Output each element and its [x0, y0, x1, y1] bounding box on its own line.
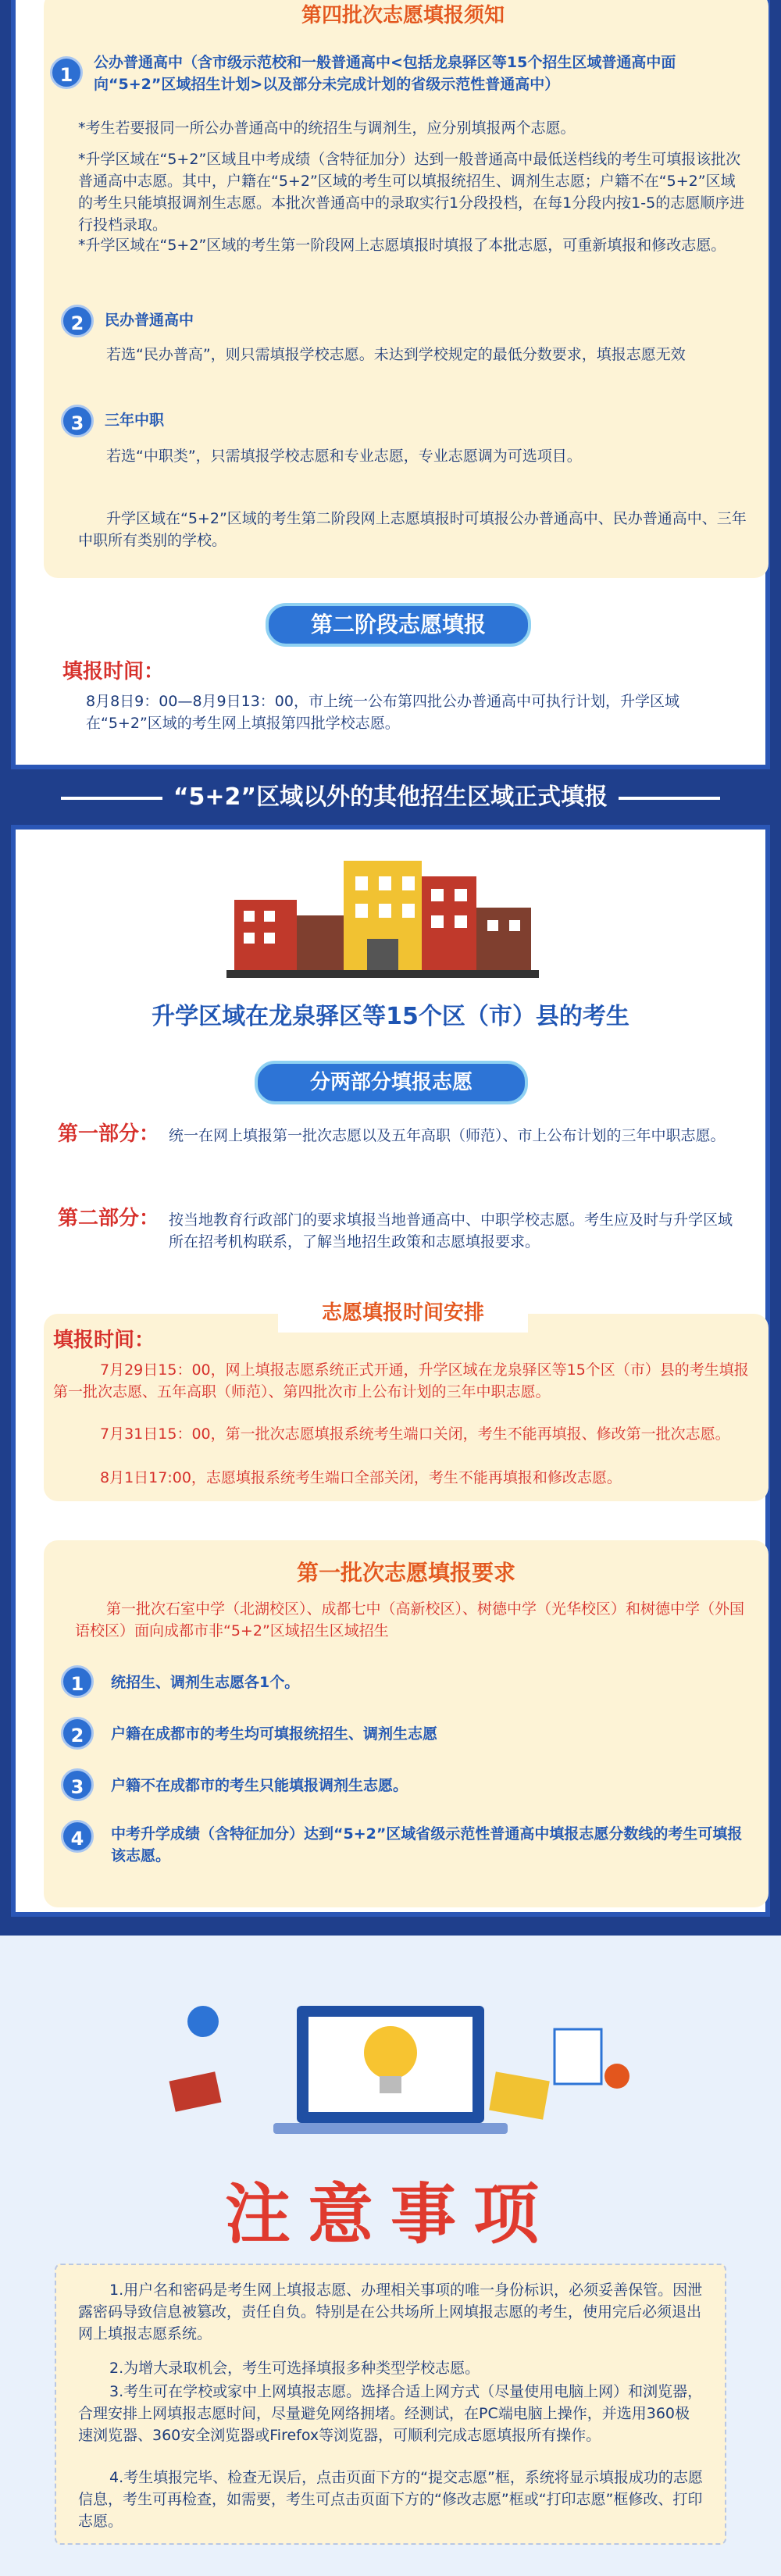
notice-item-2: 2.为增大录取机会，考生可选择填报多种类型学校志愿。: [109, 2360, 480, 2377]
req-badge-4: 4: [61, 1820, 94, 1853]
req-item-3: 户籍不在成都市的考生只能填报调剂生志愿。: [111, 1777, 408, 1794]
item1-note2: *升学区域在“5+2”区域且中考成绩（含特征加分）达到一般普通高中最低送档线的考生可填报该批次普通高中志愿。其中，户籍在“5+2”区域的考生可以填报统招生、调剂生志愿；户籍不在“5+2”区域的考生只能填报调剂生志愿。本批次普通高中的录取实行1分段投档，在每1分段内按1-5的志愿顺序进行投档录取。: [78, 151, 745, 234]
notice-item-4: 4.考生填报完毕、检查无误后，点击页面下方的“提交志愿”框，系统将显示填报成功的志愿信息，考生可再检查，如需要，考生可点击页面下方的“修改志愿”框或“打印志愿”框修改、打印志愿。: [78, 2469, 703, 2530]
banner-rule-left: [61, 797, 162, 800]
stage2-time-text: 8月8日9：00—8月9日13：00，市上统一公布第四批公办普通高中可执行计划，升学区域在“5+2”区域的考生网上填报第四批学校志愿。: [86, 693, 679, 732]
part2-label: 第二部分：: [58, 1207, 160, 1230]
schedule-item-3: 8月1日17:00，志愿填报系统考生端口全部关闭，考生不能再填报和修改志愿。: [100, 1469, 622, 1486]
schedule-item-1: 7月29日15：00，网上填报志愿系统正式开通，升学区域在龙泉驿区等15个区（市）县的考生填报第一批次志愿、五年高职（师范）、第四批次市上公布计划的三年中职志愿。: [53, 1361, 749, 1400]
schedule-item-2: 7月31日15：00，第一批次志愿填报系统考生端口关闭，考生不能再填报、修改第一批次志愿。: [100, 1425, 730, 1443]
stage2-summary: 升学区域在“5+2”区域的考生第二阶段网上志愿填报时可填报公办普通高中、民办普通高中、三年中职所有类别的学校。: [78, 510, 747, 549]
notice-title: 注意事项: [224, 2176, 556, 2253]
item1-note1: *考生若要报同一所公办普通高中的统招生与调剂生，应分别填报两个志愿。: [78, 120, 576, 137]
req-badge-1: 1: [61, 1665, 94, 1698]
laptop-lightbulb-illustration: [117, 1959, 664, 2146]
stage2-time-label: 填报时间：: [62, 660, 165, 683]
part1-text: 统一在网上填报第一批次志愿以及五年高职（师范）、市上公布计划的三年中职志愿。: [169, 1127, 726, 1144]
two-parts-pill: 分两部分填报志愿: [255, 1061, 528, 1104]
mid-panel: [11, 825, 770, 1917]
batch1-card: [44, 1540, 769, 1907]
number-badge-3: 3: [61, 405, 94, 437]
req-item-2: 户籍在成都市的考生均可填报统招生、调剂生志愿: [111, 1725, 438, 1743]
notice-panel: [0, 1936, 781, 2576]
item2-title: 民办普通高中: [105, 312, 194, 329]
req-item-4: 中考升学成绩（含特征加分）达到“5+2”区域省级示范性普通高中填报志愿分数线的考生可填报该志愿。: [111, 1825, 743, 1864]
req-item-1: 统招生、调剂生志愿各1个。: [111, 1674, 300, 1691]
region-title: 升学区域在龙泉驿区等15个区（市）县的考生: [152, 1003, 629, 1030]
top-panel: [11, 0, 770, 769]
part1-label: 第一部分：: [58, 1122, 160, 1146]
item1-title: 公办普通高中（含市级示范校和一般普通高中<包括龙泉驿区等15个招生区域普通高中面向“5+2”区域招生计划>以及部分未完成计划的省级示范性普通高中）: [94, 54, 676, 93]
number-badge-1: 1: [50, 56, 83, 89]
req-badge-3: 3: [61, 1768, 94, 1801]
number-badge-2: 2: [61, 305, 94, 337]
part2-text: 按当地教育行政部门的要求填报当地普通高中、中职学校志愿。考生应及时与升学区域所在招考机构联系，了解当地招生政策和志愿填报要求。: [169, 1211, 733, 1251]
batch1-intro: 第一批次石室中学（北湖校区）、成都七中（高新校区）、树德中学（光华校区）和树德中学（外国语校区）面向成都市非“5+2”区域招生区域招生: [75, 1600, 745, 1639]
school-building-illustration: [226, 845, 539, 986]
section-banner: [0, 773, 781, 822]
schedule-header: 志愿填报时间安排: [278, 1293, 528, 1333]
item3-note: 若选“中职类”，只需填报学校志愿和专业志愿，专业志愿调为可选项目。: [106, 448, 582, 465]
stage2-pill: 第二阶段志愿填报: [266, 603, 531, 647]
notice-item-1: 1.用户名和密码是考生网上填报志愿、办理相关事项的唯一身份标识，必须妥善保管。因泄露密码导致信息被篡改，责任自负。特别是在公共场所上网填报志愿的考生，使用完后必须退出网上填报志愿系统。: [78, 2282, 703, 2342]
notice-item-3: 3.考生可在学校或家中上网填报志愿。选择合适上网方式（尽量使用电脑上网）和浏览器，合理安排上网填报志愿时间，尽量避免网络拥堵。经测试，在PC端电脑上操作，并选用360极速浏览器、360安全浏览器或Firefox等浏览器，可顺利完成志愿填报所有操作。: [78, 2383, 703, 2444]
req-badge-2: 2: [61, 1717, 94, 1750]
item1-note3: *升学区域在“5+2”区域的考生第一阶段网上志愿填报时填报了本批志愿，可重新填报和修改志愿。: [78, 237, 726, 254]
batch1-header: 第一批次志愿填报要求: [296, 1560, 515, 1586]
item3-title: 三年中职: [105, 412, 165, 429]
banner-title: “5+2”区域以外的其他招生区域正式填报: [173, 783, 608, 811]
banner-rule-right: [619, 797, 720, 800]
item2-note: 若选“民办普高”，则只需填报学校志愿。未达到学校规定的最低分数要求，填报志愿无效: [106, 346, 686, 363]
schedule-time-label: 填报时间：: [53, 1329, 155, 1352]
batch4-header: 第四批次志愿填报须知: [301, 4, 505, 27]
